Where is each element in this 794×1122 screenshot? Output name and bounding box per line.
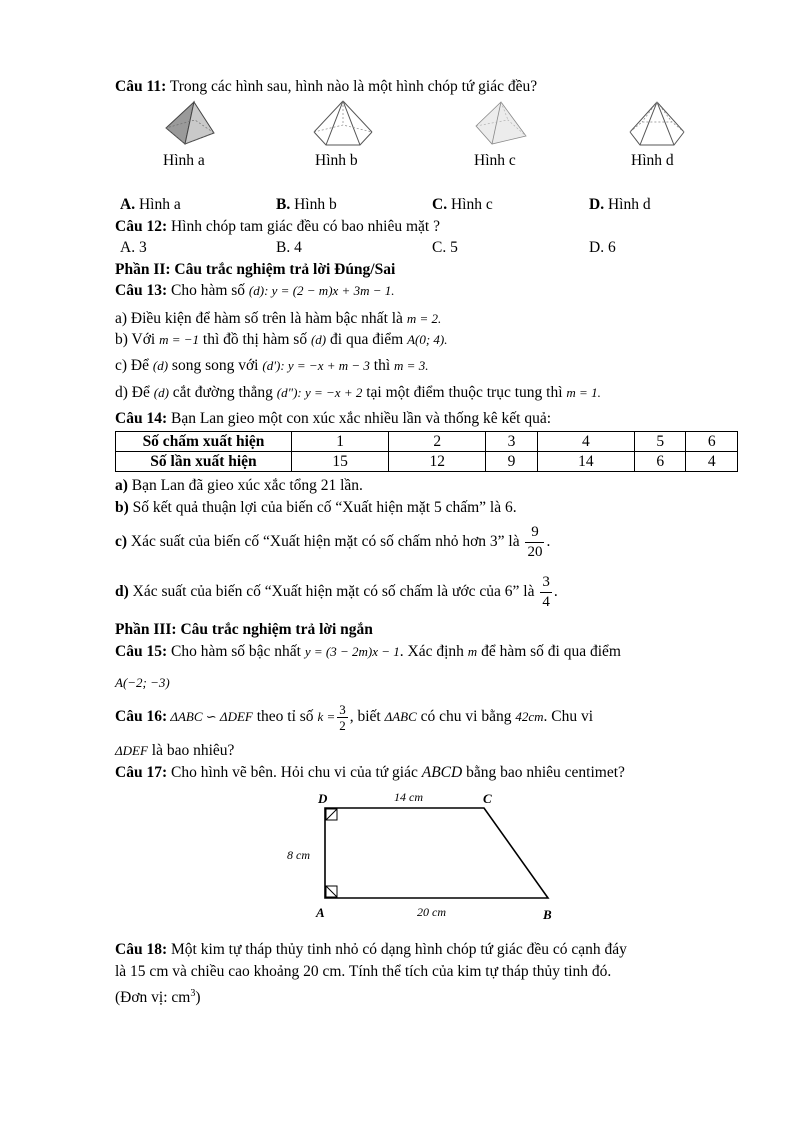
figure-a-pyramid bbox=[163, 100, 219, 148]
bottom-length-label: 20 cm bbox=[417, 905, 446, 919]
vertex-a-label: A bbox=[316, 905, 325, 920]
fraction: $\frac{3}{2}$ bbox=[339, 701, 346, 733]
q12-option-d: D. 6 bbox=[589, 239, 616, 256]
q13-stem: Câu 13: Cho hàm số (d): y = (2 − m)x + 3m − 1. bbox=[115, 282, 395, 299]
table-cell: 6 bbox=[634, 452, 686, 472]
table-row bbox=[116, 452, 738, 472]
q14-item-a: a) Bạn Lan đã gieo xúc xắc tổng 21 lần. bbox=[115, 477, 363, 494]
q12-option-c: C. 5 bbox=[432, 239, 458, 256]
q18-line2: là 15 cm và chiều cao khoảng 20 cm. Tính thể tích của kim tự tháp thủy tinh đó. bbox=[115, 963, 612, 980]
q15-point: A(−2; −3) bbox=[115, 675, 170, 690]
q11-option-b: B. Hình b bbox=[276, 196, 337, 213]
vertex-c-label: C bbox=[483, 791, 492, 806]
fraction: $\frac{3}{4}$ bbox=[542, 573, 550, 610]
table-cell: 15 bbox=[292, 452, 389, 472]
table-cell: 6 bbox=[686, 432, 738, 452]
q12-stem: Câu 12: Hình chóp tam giác đều có bao nhiêu mặt ? bbox=[115, 218, 440, 235]
figure-b-caption: Hình b bbox=[315, 152, 358, 169]
figure-b-pyramid bbox=[312, 99, 374, 149]
q14-stem: Câu 14: Bạn Lan gieo một con xúc xắc nhiều lần và thống kê kết quả: bbox=[115, 410, 552, 427]
table-cell: 3 bbox=[486, 432, 538, 452]
q14-item-c: c) Xác suất của biến cố “Xuất hiện mặt có số chấm nhỏ hơn 3” là $\frac{9}{20}$ . bbox=[115, 523, 551, 560]
trapezoid-outline bbox=[325, 808, 548, 898]
figure-a-caption: Hình a bbox=[163, 152, 205, 169]
q14-item-d: d) Xác suất của biến cố “Xuất hiện mặt có số chấm là ước của 6” là $\frac{3}{4}$ . bbox=[115, 573, 558, 610]
left-length-label: 8 cm bbox=[287, 848, 310, 862]
q16-line2: ΔDEF là bao nhiêu? bbox=[115, 742, 235, 759]
figure-d-pyramid bbox=[628, 100, 686, 150]
table-cell: 4 bbox=[686, 452, 738, 472]
q11-label: Câu 11: bbox=[115, 78, 167, 95]
table-header-cell: Số chấm xuất hiện bbox=[116, 432, 292, 452]
table-cell: 5 bbox=[634, 432, 686, 452]
table-cell: 4 bbox=[537, 432, 634, 452]
q11-text: Trong các hình sau, hình nào là một hình chóp tứ giác đều? bbox=[166, 78, 538, 95]
q13-item-a: a) Điều kiện để hàm số trên là hàm bậc nhất là m = 2. bbox=[115, 310, 442, 327]
q12-option-a: A. 3 bbox=[120, 239, 147, 256]
q18-line3: (Đơn vị: $cm^3$) bbox=[115, 988, 201, 1007]
table-cell: 12 bbox=[389, 452, 486, 472]
q11-option-a: A. Hình a bbox=[120, 196, 181, 213]
q11-option-d: D. Hình d bbox=[589, 196, 651, 213]
vertex-d-label: D bbox=[318, 791, 328, 806]
table-header-cell: Số lần xuất hiện bbox=[116, 452, 292, 472]
trapezoid-figure bbox=[280, 786, 570, 926]
table-cell: 9 bbox=[486, 452, 538, 472]
q16-stem: Câu 16: ΔABC ∽ ΔDEF theo tỉ số k = $\frac{3}{2}$ , biết ΔABC có chu vi bằng 42cm. Chu vi bbox=[115, 701, 594, 733]
part2-title: Phần II: Câu trắc nghiệm trả lời Đúng/Sai bbox=[115, 261, 396, 278]
q11-stem bbox=[115, 78, 537, 96]
q15-stem: Câu 15: Cho hàm số bậc nhất y = (3 − 2m)x − 1. Xác định m để hàm số đi qua điểm bbox=[115, 643, 621, 660]
q13-item-c: c) Để (d) song song với (d'): y = −x + m − 3 thì m = 3. bbox=[115, 357, 429, 374]
q13-item-d: d) Để (d) cắt đường thẳng (d"): y = −x + 2 tại một điểm thuộc trục tung thì m = 1. bbox=[115, 384, 601, 401]
table-row bbox=[116, 432, 738, 452]
q13-item-b: b) Với m = −1 thì đồ thị hàm số (d) đi qua điểm A(0; 4). bbox=[115, 331, 448, 348]
q14-item-b: b) Số kết quả thuận lợi của biến cố “Xuất hiện mặt 5 chấm” là 6. bbox=[115, 499, 517, 516]
vertex-b-label: B bbox=[543, 907, 552, 922]
figure-c-caption: Hình c bbox=[474, 152, 516, 169]
table-cell: 2 bbox=[389, 432, 486, 452]
top-length-label: 14 cm bbox=[394, 790, 423, 804]
figure-d-caption: Hình d bbox=[631, 152, 674, 169]
table-cell: 1 bbox=[292, 432, 389, 452]
fraction: $\frac{9}{20}$ bbox=[527, 523, 543, 560]
table-cell: 14 bbox=[537, 452, 634, 472]
q17-stem: Câu 17: Cho hình vẽ bên. Hỏi chu vi của tứ giác ABCD bằng bao nhiêu centimet? bbox=[115, 764, 625, 781]
q14-table bbox=[115, 431, 738, 472]
q18-line1: Câu 18: Một kim tự tháp thủy tinh nhỏ có dạng hình chóp tứ giác đều có cạnh đáy bbox=[115, 941, 627, 958]
part3-title: Phần III: Câu trắc nghiệm trả lời ngắn bbox=[115, 621, 373, 638]
q12-option-b: B. 4 bbox=[276, 239, 302, 256]
figure-c-pyramid bbox=[472, 100, 530, 148]
q11-option-c: C. Hình c bbox=[432, 196, 493, 213]
